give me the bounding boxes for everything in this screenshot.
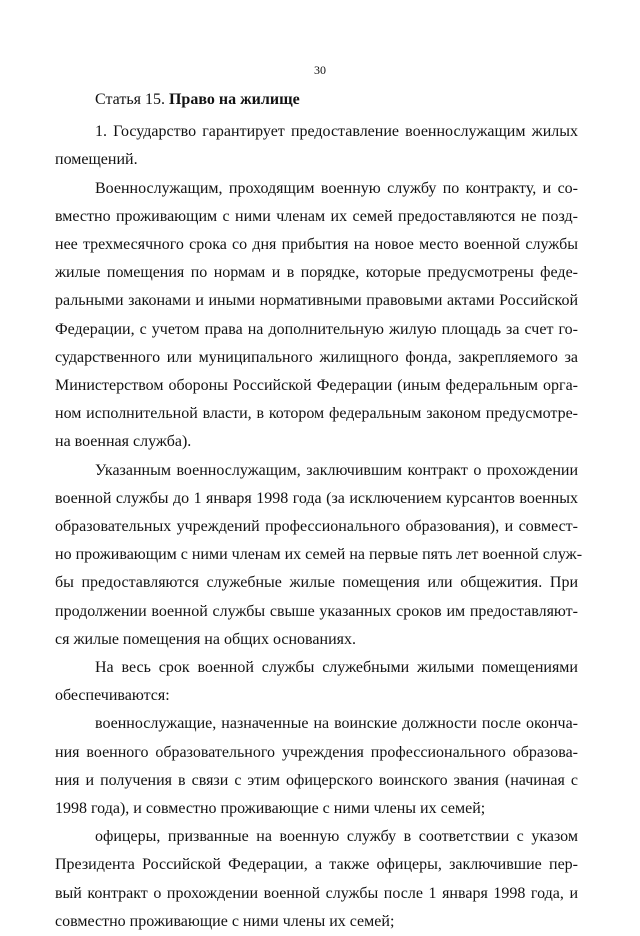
text-line: На весь срок военной службы служебными жилыми помещениями — [95, 659, 578, 677]
text-line: Министерством обороны Российской Федерации (иным федеральным орга- — [55, 377, 578, 395]
text-line: ся жилые помещения на общих основаниях. — [55, 630, 356, 648]
article-title: Право на жилище — [168, 91, 300, 108]
text-line: продолжении военной службы свыше указанных сроков им предоставляют- — [55, 602, 578, 620]
text-line: Федерации, с учетом права на дополнительную жилую площадь за счет го- — [55, 320, 578, 338]
paragraph — [55, 654, 578, 710]
text-line: но проживающим с ними членам их семей на первые пять лет военной служ- — [55, 546, 583, 564]
text-line: военнослужащие, назначенные на воинские должности после оконча- — [95, 715, 578, 733]
text-line: сударственного или муниципального жилищного фонда, закрепляемого за — [55, 348, 578, 366]
text-line: вый контракт о прохождении военной службы после 1 января 1998 года, и — [55, 884, 578, 902]
text-line: обеспечиваются: — [55, 687, 170, 705]
text-line: 1. Государство гарантирует предоставление военнослужащим жилых — [95, 123, 578, 141]
text-line: совместно проживающие с ними члены их семей; — [55, 912, 395, 930]
text-line: ном исполнительной власти, в котором федеральным законом предусмотре- — [55, 405, 578, 423]
paragraph — [55, 175, 578, 457]
paragraph — [55, 823, 578, 936]
text-line: вместно проживающим с ними членам их семей предоставляются не позд- — [55, 207, 578, 225]
text-line: ральными законами и иными нормативными правовыми актами Российской — [55, 292, 578, 310]
text-line: офицеры, призванные на военную службу в соответствии с указом — [95, 828, 578, 846]
paragraph — [55, 710, 578, 823]
text-line: ния и получения в связи с этим офицерского воинского звания (начиная с — [55, 771, 578, 789]
paragraph — [55, 118, 578, 174]
text-line: 1998 года), и совместно проживающие с ними члены их семей; — [55, 800, 486, 818]
text-line: на военная служба). — [55, 433, 192, 451]
text-line: Президента Российской Федерации, а также офицеры, заключившие пер- — [55, 856, 578, 874]
text-line: бы предоставляются служебные жилые помещения или общежития. При — [55, 574, 578, 592]
text-line: ния военного образовательного учреждения профессионального образова- — [55, 743, 578, 761]
text-line: нее трехмесячного срока со дня прибытия на новое место военной службы — [55, 236, 578, 254]
page-number: 30 — [314, 63, 326, 77]
article-heading — [55, 86, 578, 114]
article-label: Статья 15. — [95, 91, 165, 108]
text-line: Указанным военнослужащим, заключившим контракт о прохождении — [95, 461, 578, 479]
text-line: образовательных учреждений профессионального образования), и совмест- — [55, 518, 578, 536]
document-body — [55, 86, 583, 936]
text-line: жилые помещения по нормам и в порядке, которые предусмотрены феде- — [55, 264, 578, 282]
paragraph — [55, 457, 583, 654]
text-line: помещений. — [55, 151, 138, 169]
text-line: военной службы до 1 января 1998 года (за исключением курсантов военных — [55, 489, 578, 507]
text-line: Военнослужащим, проходящим военную службу по контракту, и со- — [95, 179, 578, 197]
